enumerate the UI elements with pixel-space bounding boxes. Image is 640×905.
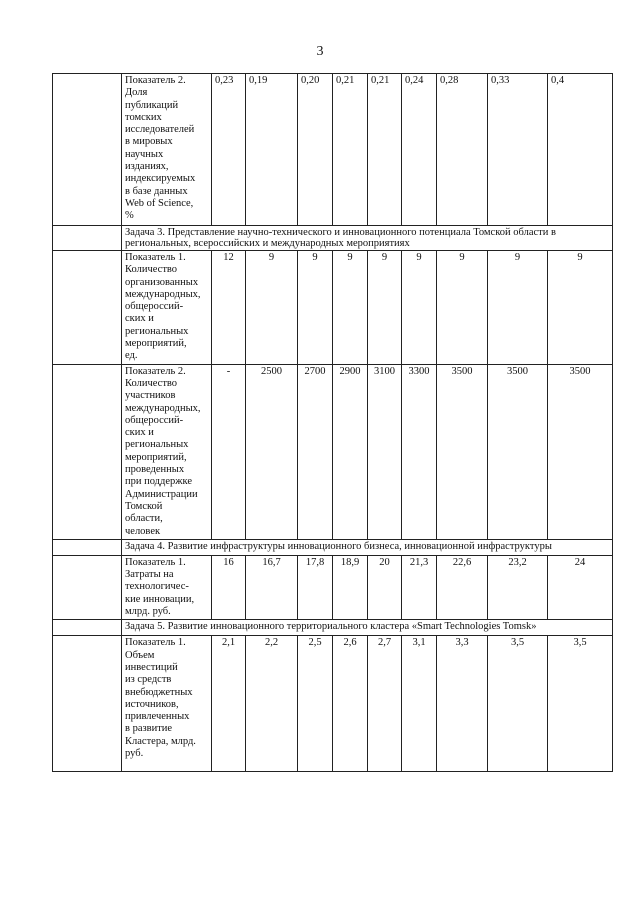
indicator-label-line: Показатель 2. xyxy=(125,365,186,377)
empty-cell xyxy=(53,364,122,539)
indicator-label-line: организованных xyxy=(125,276,199,288)
indicator-row xyxy=(53,364,613,539)
value-cell: 0,20 xyxy=(298,74,333,226)
value-cell: 3500 xyxy=(437,364,488,539)
indicator-row xyxy=(53,636,613,772)
value-cell: 9 xyxy=(437,251,488,365)
value-cell: 3,5 xyxy=(488,636,548,772)
value-cell: 16 xyxy=(212,555,246,619)
indicator-label-line: общероссий- xyxy=(125,414,184,426)
indicator-label-line: Показатель 1. xyxy=(125,252,186,263)
indicator-label xyxy=(122,251,212,365)
value-cell: 9 xyxy=(402,251,437,365)
value-cell: 17,8 xyxy=(298,555,333,619)
indicator-label-line: в мировых xyxy=(125,136,173,148)
indicator-label-line: ских и xyxy=(125,427,154,439)
indicator-row xyxy=(53,74,613,226)
value-cell: 9 xyxy=(246,251,298,365)
indicator-label-line: Кластера, млрд. xyxy=(125,735,196,747)
task-row xyxy=(53,539,613,555)
indicators-table xyxy=(52,73,613,772)
value-cell: 3500 xyxy=(488,364,548,539)
task-heading: Задача 5. Развитие инновационного территориального кластера «Smart Technologies Tomsk» xyxy=(122,620,613,636)
empty-cell xyxy=(53,539,122,555)
indicator-label-line: внебюджетных xyxy=(125,686,193,698)
indicator-label-line: Показатель 2. xyxy=(125,75,186,86)
indicator-label-line: индексируемых xyxy=(125,173,196,185)
indicator-label-line: ских и xyxy=(125,313,154,325)
empty-cell xyxy=(53,74,122,226)
value-cell: 0,21 xyxy=(333,74,368,226)
table-body xyxy=(53,74,613,772)
value-cell: 18,9 xyxy=(333,555,368,619)
indicator-label-line: мероприятий, xyxy=(125,451,187,463)
value-cell: - xyxy=(212,364,246,539)
value-cell: 16,7 xyxy=(246,555,298,619)
indicator-label-line: томских xyxy=(125,111,162,123)
value-cell: 2,6 xyxy=(333,636,368,772)
indicator-label-line: % xyxy=(125,210,134,222)
value-cell: 2900 xyxy=(333,364,368,539)
indicator-label-line: источников, xyxy=(125,698,179,710)
value-cell: 9 xyxy=(368,251,402,365)
indicator-label-line: Объем xyxy=(125,649,155,661)
indicator-row xyxy=(53,251,613,365)
task-heading: Задача 4. Развитие инфраструктуры инновационного бизнеса, инновационной инфраструктуры xyxy=(122,539,613,555)
indicator-label-line: Показатель 1. xyxy=(125,556,186,568)
indicator-label-line: млрд. руб. xyxy=(125,606,171,618)
indicator-label-line: региональных xyxy=(125,325,189,337)
indicator-label xyxy=(122,636,212,772)
empty-cell xyxy=(53,620,122,636)
indicator-label-line: при поддержке xyxy=(125,476,193,488)
indicator-label-line: в развитие xyxy=(125,723,173,735)
task-row xyxy=(53,620,613,636)
indicator-label-line: участников xyxy=(125,390,176,402)
value-cell: 2,1 xyxy=(212,636,246,772)
value-cell: 0,28 xyxy=(437,74,488,226)
value-cell: 24 xyxy=(548,555,613,619)
value-cell: 2,5 xyxy=(298,636,333,772)
indicator-label-line: международных, xyxy=(125,288,201,300)
value-cell: 20 xyxy=(368,555,402,619)
value-cell: 9 xyxy=(333,251,368,365)
indicator-label-line: Показатель 1. xyxy=(125,637,186,649)
indicator-label-line: Доля xyxy=(125,87,148,99)
value-cell: 0,23 xyxy=(212,74,246,226)
indicator-label-line: технологичес- xyxy=(125,581,189,593)
indicator-label-line: научных xyxy=(125,148,164,160)
value-cell: 0,21 xyxy=(368,74,402,226)
indicator-label-line: в базе данных xyxy=(125,185,188,197)
indicator-label-line: кие инновации, xyxy=(125,593,195,605)
page-number: 3 xyxy=(316,44,324,59)
indicator-label-line: региональных xyxy=(125,439,189,451)
value-cell: 3100 xyxy=(368,364,402,539)
value-cell: 0,24 xyxy=(402,74,437,226)
value-cell: 3,3 xyxy=(437,636,488,772)
indicator-label-line: публикаций xyxy=(125,99,179,111)
value-cell: 2,7 xyxy=(368,636,402,772)
task-heading: Задача 3. Представление научно-технического и инновационного потенциала Томской области в региональных, всероссийских и международных мероприятиях xyxy=(122,226,613,251)
value-cell: 9 xyxy=(488,251,548,365)
indicator-label-line: из средств xyxy=(125,674,172,686)
indicator-label-line: международных, xyxy=(125,402,201,414)
indicator-label-line: Томской xyxy=(125,500,163,512)
task-row xyxy=(53,226,613,251)
indicator-label-line: исследователей xyxy=(125,124,195,136)
value-cell: 23,2 xyxy=(488,555,548,619)
indicator-label-line: области, xyxy=(125,513,163,525)
indicator-label xyxy=(122,364,212,539)
value-cell: 3300 xyxy=(402,364,437,539)
indicator-label-line: изданиях, xyxy=(125,161,169,173)
value-cell: 2,2 xyxy=(246,636,298,772)
indicator-label-line: инвестиций xyxy=(125,661,178,673)
value-cell: 0,19 xyxy=(246,74,298,226)
value-cell: 3,5 xyxy=(548,636,613,772)
value-cell: 3500 xyxy=(548,364,613,539)
indicator-label-line: руб. xyxy=(125,747,144,759)
indicator-label-line: человек xyxy=(125,525,161,537)
indicator-row xyxy=(53,555,613,619)
indicator-label-line: ед. xyxy=(125,350,138,362)
empty-cell xyxy=(53,226,122,251)
indicator-label-line: Количество xyxy=(125,377,178,389)
indicator-label-line: проведенных xyxy=(125,464,185,476)
indicator-label xyxy=(122,74,212,226)
value-cell: 21,3 xyxy=(402,555,437,619)
value-cell: 3,1 xyxy=(402,636,437,772)
indicator-label-line: Количество xyxy=(125,264,178,276)
value-cell: 0,33 xyxy=(488,74,548,226)
indicator-label-line: Администрации xyxy=(125,488,198,500)
empty-cell xyxy=(53,251,122,365)
value-cell: 2500 xyxy=(246,364,298,539)
indicator-label xyxy=(122,555,212,619)
empty-cell xyxy=(53,555,122,619)
value-cell: 9 xyxy=(548,251,613,365)
empty-cell xyxy=(53,636,122,772)
indicator-label-line: мероприятий, xyxy=(125,338,187,350)
value-cell: 12 xyxy=(212,251,246,365)
value-cell: 0,4 xyxy=(548,74,613,226)
value-cell: 9 xyxy=(298,251,333,365)
indicator-label-line: Затраты на xyxy=(125,569,174,581)
indicator-label-line: привлеченных xyxy=(125,711,190,723)
value-cell: 2700 xyxy=(298,364,333,539)
indicator-label-line: общероссий- xyxy=(125,301,184,313)
indicator-label-line: Web of Science, xyxy=(125,197,194,209)
value-cell: 22,6 xyxy=(437,555,488,619)
